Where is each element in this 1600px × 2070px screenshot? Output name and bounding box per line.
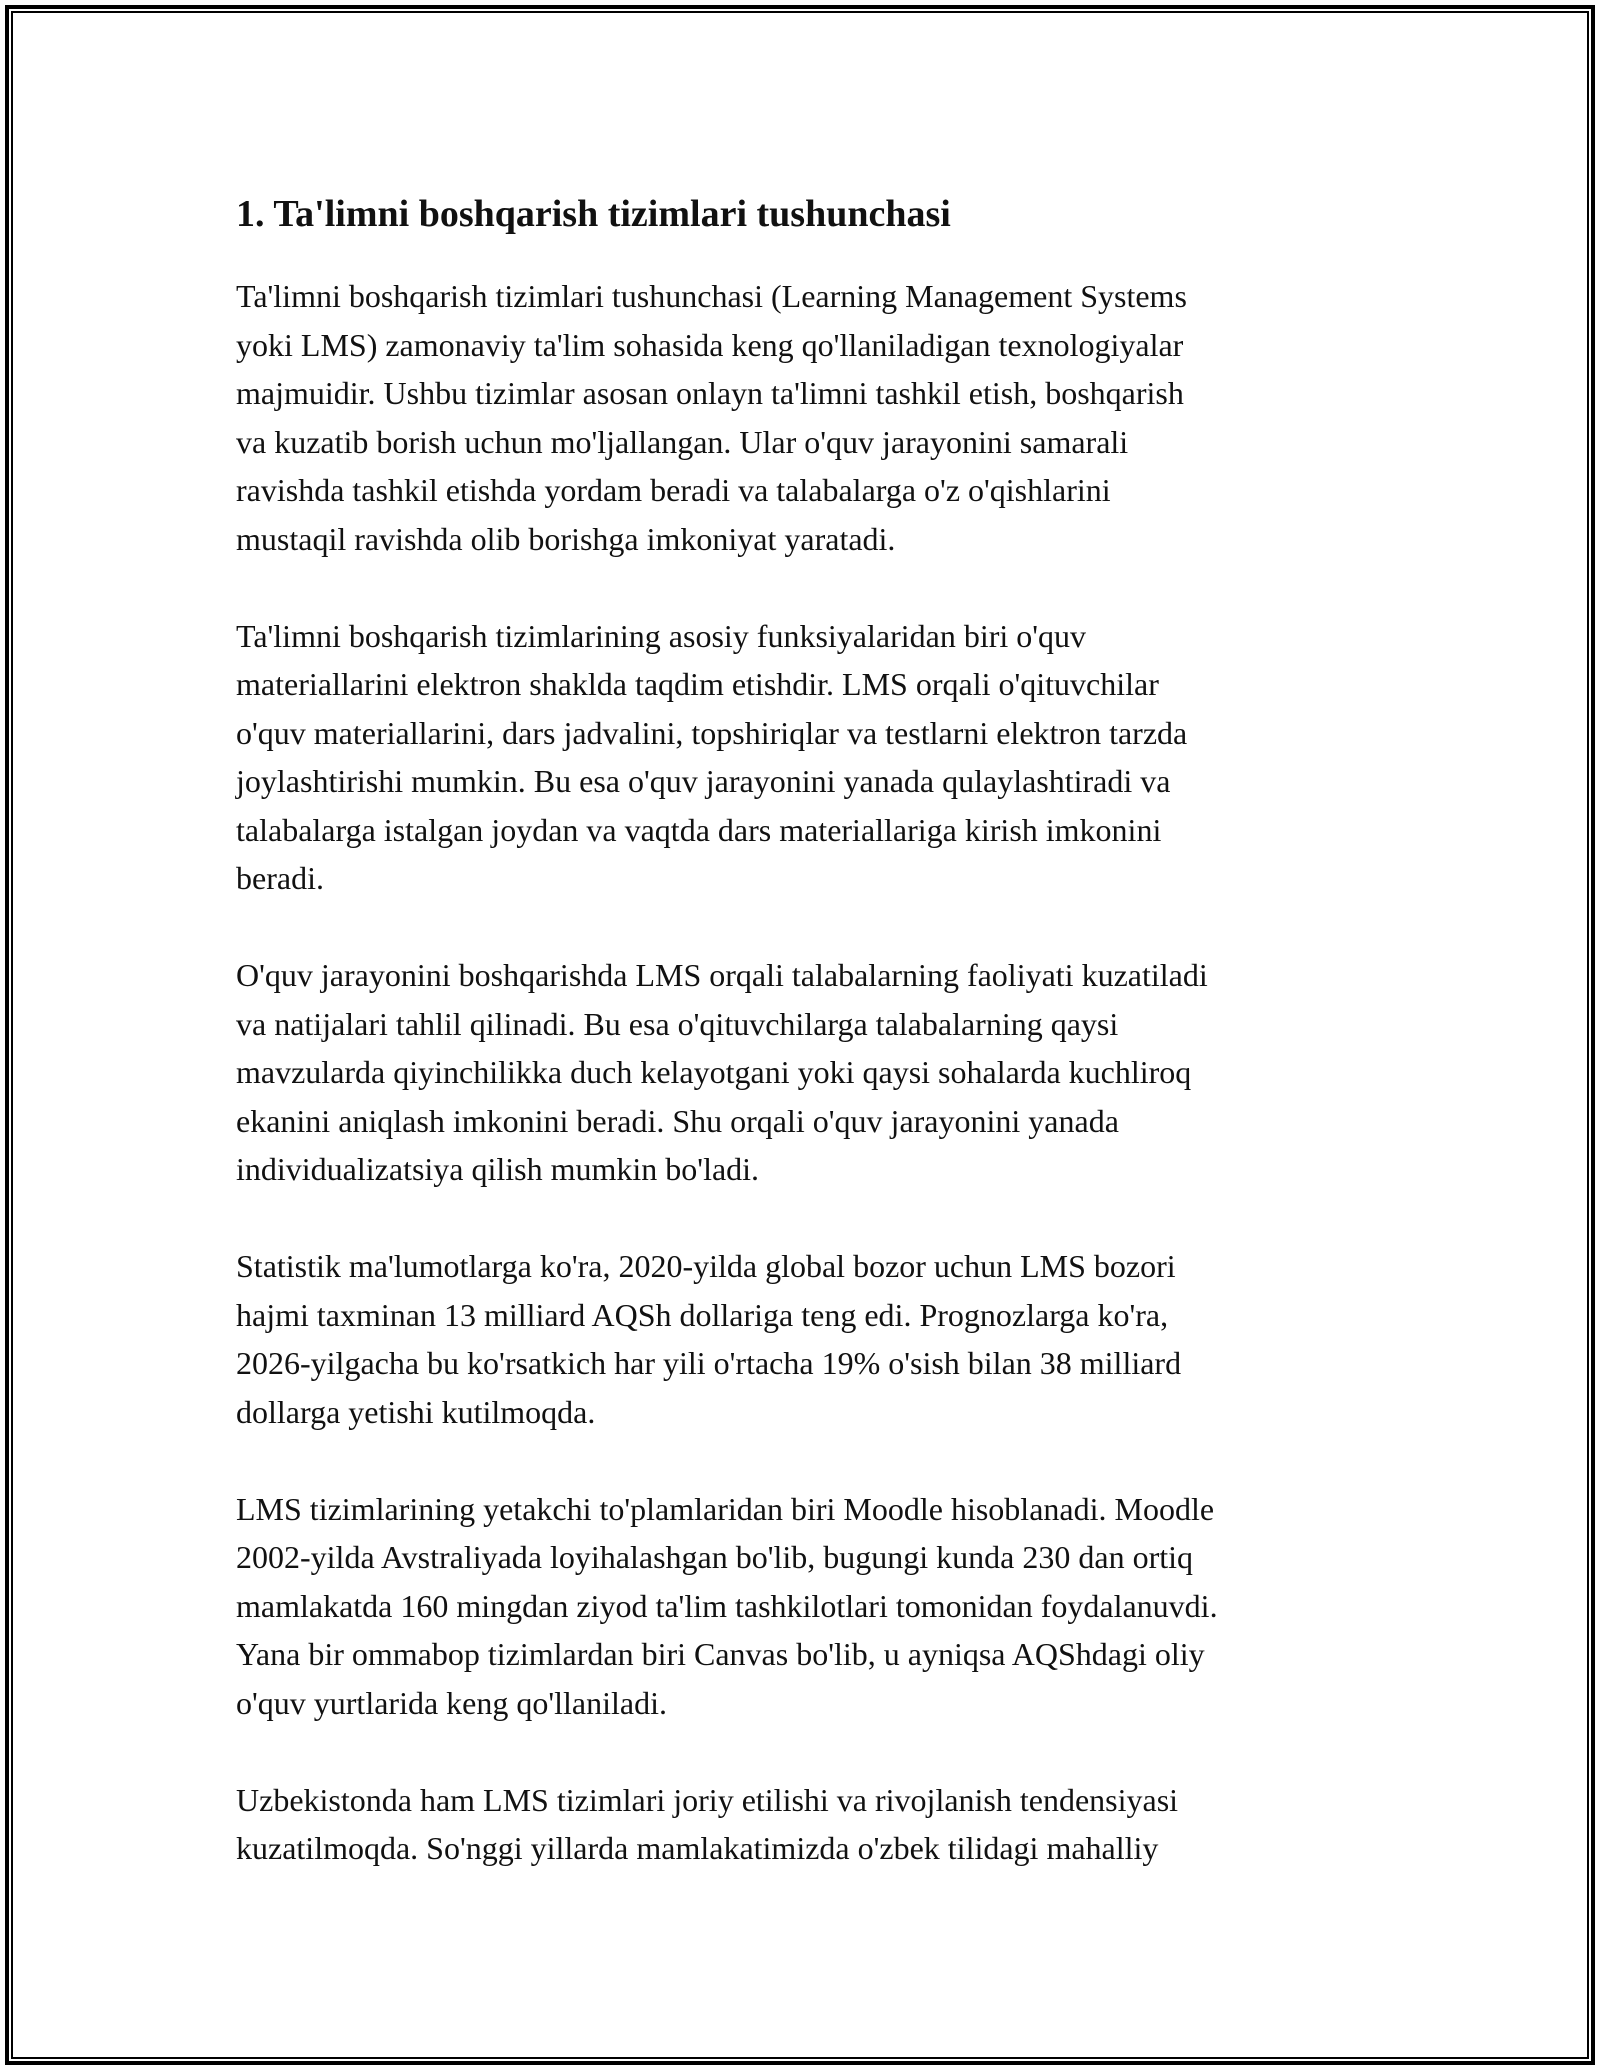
document-body (236, 186, 1376, 1921)
paragraph-lms-statistics: Statistik ma'lumotlarga ko'ra, 2020-yilda global bozor uchun LMS bozori hajmi taxminan 13 milliard AQSh dollariga teng edi. Prognozlarga ko'ra, 2026-yilgacha bu ko'rsatkich har yili o'rtacha 19% o'sish bilan 38 milliard dollarga yetishi kutilmoqda. (236, 1248, 1182, 1430)
section-heading: 1. Ta'limni boshqarish tizimlari tushunchasi (236, 193, 951, 235)
paragraph-lms-functions: Ta'limni boshqarish tizimlarining asosiy funksiyalaridan biri o'quv materiallarini elektron shaklda taqdim etishdir. LMS orqali o'qituvchilar o'quv materiallarini, dars jadvalini, topshiriqlar va testlarni elektron tarzda joylashtirishi mumkin. Bu esa o'quv jarayonini yanada qulaylashtiradi va talabalarga istalgan joydan va vaqtda dars materiallariga kirish imkonini beradi. (236, 617, 1188, 896)
paragraph-lms-monitoring: O'quv jarayonini boshqarishda LMS orqali talabalarning faoliyati kuzatiladi va natijalari tahlil qilinadi. Bu esa o'qituvchilarga talabalarning qaysi mavzularda qiyinchilikka duch kelayotgani yoki qaysi sohalarda kuchliroq ekanini aniqlash imkonini beradi. Shu orqali o'quv jarayonini yanada individualizatsiya qilish mumkin bo'ladi. (236, 957, 1208, 1187)
paragraph-lms-uzbekistan: Uzbekistonda ham LMS tizimlari joriy etilishi va rivojlanish tendensiyasi kuzatilmoqda. So'nggi yillarda mamlakatimizda o'zbek tilidagi mahalliy (236, 1781, 1179, 1866)
paragraph-lms-moodle-canvas: LMS tizimlarining yetakchi to'plamlaridan biri Moodle hisoblanadi. Moodle 2002-yilda Avstraliyada loyihalashgan bo'lib, bugungi kunda 230 dan ortiq mamlakatda 160 mingdan ziyod ta'lim tashkilotlari tomonidan foydalanuvdi. Yana bir ommabop tizimlardan biri Canvas bo'lib, u ayniqsa AQShdagi oliy o'quv yurtlarida keng qo'llaniladi. (236, 1490, 1218, 1721)
paragraph-lms-definition: Ta'limni boshqarish tizimlari tushunchasi (Learning Management Systems yoki LMS) zamonaviy ta'lim sohasida keng qo'llaniladigan texnologiyalar majmuidir. Ushbu tizimlar asosan onlayn ta'limni tashkil etish, boshqarish va kuzatib borish uchun mo'ljallangan. Ular o'quv jarayonini samarali ravishda tashkil etishda yordam beradi va talabalarga o'z o'qishlarini mustaqil ravishda olib borishga imkoniyat yaratadi. (236, 278, 1187, 557)
